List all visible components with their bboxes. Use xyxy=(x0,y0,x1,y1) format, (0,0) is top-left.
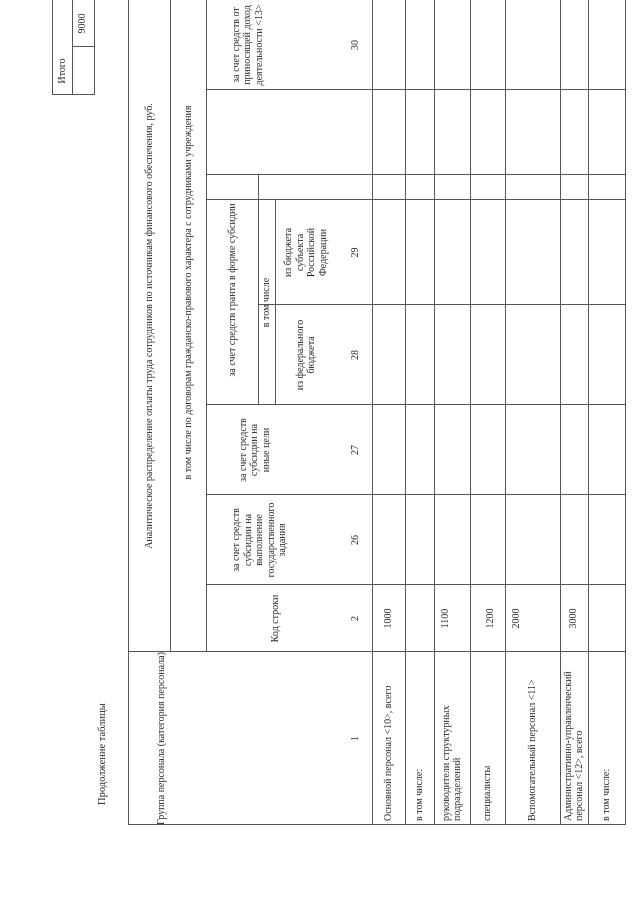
colnum-30: 30 xyxy=(350,40,362,50)
row-name: Вспомогательный персонал <11> xyxy=(526,679,538,821)
header-other-goals: за счет средств субсидии на иные цели xyxy=(237,418,272,482)
header-grant: за счет средств гранта в форме субсидии xyxy=(227,203,239,377)
colnum-29: 29 xyxy=(350,247,362,258)
header-in-that: в том числе xyxy=(260,277,272,328)
header-gos-task: за счет средств субсидии на выполнение государственного задания xyxy=(231,502,289,578)
itogo-code: 9000 xyxy=(77,13,89,34)
header-code: Код строки xyxy=(270,594,282,643)
header-income: за счет средств от приносящей доход деятельности <13> xyxy=(230,4,265,86)
colnum-27: 27 xyxy=(350,445,362,455)
row-code: 3000 xyxy=(568,608,580,629)
header-main: Аналитическое распределение оплаты труда сотрудников по источникам финансового обеспечения, руб. xyxy=(144,103,156,549)
header-contracts: в том числе по договорам гражданско-правового характера с сотрудниками учреждения xyxy=(183,105,195,480)
row-name: в том числе: xyxy=(413,768,425,821)
header-group: Группа персонала (категория персонала) xyxy=(156,652,168,825)
row-name: Основной персонал <10>, всего xyxy=(382,685,394,821)
table-caption: Продолжение таблицы xyxy=(97,703,108,805)
colnum-28: 28 xyxy=(350,350,362,360)
itogo-label: Итого xyxy=(57,58,69,84)
row-code xyxy=(405,585,434,652)
row-code: 1200 xyxy=(484,608,496,629)
colnum-2: 2 xyxy=(350,616,362,621)
header-regional: из бюджета субъекта Российской Федерации xyxy=(283,227,329,278)
row-code: 1100 xyxy=(440,608,452,629)
row-name: руководители структурных подразделений xyxy=(440,705,463,821)
row-name: в том числе: xyxy=(600,768,612,821)
row-code: 2000 xyxy=(511,608,523,629)
colnum-26: 26 xyxy=(350,535,362,545)
row-name: специалисты xyxy=(481,765,493,821)
header-federal: из федерального бюджета xyxy=(294,319,317,391)
row-name: Административно-управленческий персонал <12>, всего xyxy=(562,671,585,821)
row-code xyxy=(588,585,625,652)
row-code: 1000 xyxy=(382,608,394,629)
colnum-1: 1 xyxy=(350,736,362,741)
